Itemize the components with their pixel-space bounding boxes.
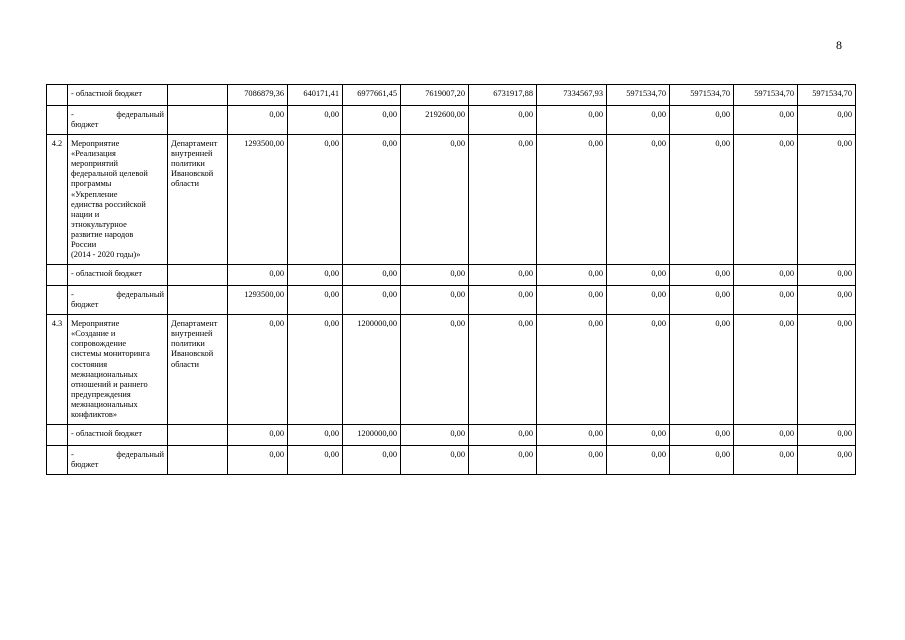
budget-value: 1293500,00 bbox=[228, 286, 288, 315]
budget-value: 0,00 bbox=[401, 286, 469, 315]
budget-value: 0,00 bbox=[670, 425, 734, 446]
row-department bbox=[168, 286, 228, 315]
budget-value: 0,00 bbox=[670, 315, 734, 425]
budget-value: 0,00 bbox=[401, 265, 469, 286]
description-line: системы мониторинга bbox=[71, 349, 150, 359]
budget-value: 1200000,00 bbox=[343, 315, 401, 425]
budget-value: 0,00 bbox=[734, 425, 798, 446]
description-line: России bbox=[71, 239, 97, 249]
budget-value: 0,00 bbox=[537, 135, 607, 265]
budget-value: 0,00 bbox=[401, 135, 469, 265]
budget-value: 0,00 bbox=[288, 265, 343, 286]
department-line: области bbox=[171, 179, 199, 189]
budget-value: 5971534,70 bbox=[798, 85, 856, 106]
row-number bbox=[47, 85, 68, 106]
description-line: программы bbox=[71, 179, 112, 189]
budget-value: 0,00 bbox=[607, 286, 670, 315]
table-row bbox=[47, 446, 856, 475]
budget-value: 0,00 bbox=[607, 135, 670, 265]
row-number: 4.3 bbox=[47, 315, 68, 425]
table-row bbox=[47, 106, 856, 135]
department-line: Ивановской bbox=[171, 349, 214, 359]
budget-value: 0,00 bbox=[401, 446, 469, 475]
budget-value: 0,00 bbox=[734, 446, 798, 475]
department-line: Департамент bbox=[171, 319, 218, 329]
budget-value: 1293500,00 bbox=[228, 135, 288, 265]
description-line: единства российской bbox=[71, 199, 146, 209]
budget-value: 0,00 bbox=[343, 446, 401, 475]
budget-value: 0,00 bbox=[469, 315, 537, 425]
row-number: 4.2 bbox=[47, 135, 68, 265]
row-description bbox=[68, 265, 168, 286]
description-part: - bbox=[71, 450, 74, 460]
department-line: внутренней bbox=[171, 149, 213, 159]
department-line: Департамент bbox=[171, 139, 218, 149]
budget-value: 0,00 bbox=[537, 446, 607, 475]
budget-value: 0,00 bbox=[288, 135, 343, 265]
description-line: развитие народов bbox=[71, 229, 134, 239]
budget-value: 0,00 bbox=[469, 106, 537, 135]
description-part: федеральный bbox=[116, 450, 164, 460]
row-number bbox=[47, 286, 68, 315]
description-line: предупреждения bbox=[71, 389, 131, 399]
budget-value: 0,00 bbox=[670, 265, 734, 286]
description-line: межнациональных bbox=[71, 399, 138, 409]
budget-value: 1200000,00 bbox=[343, 425, 401, 446]
table-row bbox=[47, 85, 856, 106]
description-line: «Реализация bbox=[71, 149, 116, 159]
budget-value: 0,00 bbox=[469, 286, 537, 315]
description-line: Мероприятие bbox=[71, 319, 120, 329]
budget-value: 0,00 bbox=[343, 135, 401, 265]
description-line: межнациональных bbox=[71, 369, 138, 379]
budget-value: 0,00 bbox=[537, 106, 607, 135]
row-description bbox=[68, 106, 168, 135]
budget-value: 0,00 bbox=[734, 315, 798, 425]
budget-value: 0,00 bbox=[469, 446, 537, 475]
budget-value: 0,00 bbox=[343, 286, 401, 315]
budget-value: 0,00 bbox=[670, 106, 734, 135]
budget-value: 7086879,36 bbox=[228, 85, 288, 106]
budget-value: 0,00 bbox=[670, 286, 734, 315]
department-line: внутренней bbox=[171, 329, 213, 339]
budget-value: 0,00 bbox=[537, 265, 607, 286]
budget-value: 5971534,70 bbox=[670, 85, 734, 106]
department-line: политики bbox=[171, 159, 205, 169]
budget-value: 0,00 bbox=[734, 106, 798, 135]
description-part: бюджет bbox=[71, 120, 99, 130]
row-department bbox=[168, 446, 228, 475]
description-part: - bbox=[71, 110, 74, 119]
description-line: сопровождение bbox=[71, 339, 127, 349]
table-row bbox=[47, 315, 856, 425]
description-part: федеральный bbox=[116, 110, 164, 119]
budget-value: 5971534,70 bbox=[607, 85, 670, 106]
budget-value: 0,00 bbox=[607, 315, 670, 425]
budget-value: 0,00 bbox=[798, 135, 856, 265]
description-line: Мероприятие bbox=[71, 139, 120, 149]
budget-table bbox=[46, 84, 856, 475]
budget-value: 6731917,88 bbox=[469, 85, 537, 106]
budget-value: 6977661,45 bbox=[343, 85, 401, 106]
description-line: нации и bbox=[71, 209, 100, 219]
budget-value: 0,00 bbox=[798, 446, 856, 475]
description-line: - областной бюджет bbox=[71, 269, 143, 279]
budget-value: 7334567,93 bbox=[537, 85, 607, 106]
budget-value: 0,00 bbox=[734, 265, 798, 286]
budget-value: 0,00 bbox=[798, 106, 856, 135]
budget-value: 0,00 bbox=[228, 425, 288, 446]
budget-value: 0,00 bbox=[288, 106, 343, 135]
description-line: отношений и раннего bbox=[71, 379, 148, 389]
budget-value: 0,00 bbox=[798, 425, 856, 446]
budget-value: 0,00 bbox=[734, 135, 798, 265]
budget-value: 0,00 bbox=[401, 425, 469, 446]
budget-value: 0,00 bbox=[343, 265, 401, 286]
budget-value: 0,00 bbox=[734, 286, 798, 315]
budget-value: 0,00 bbox=[670, 135, 734, 265]
description-part: федеральный bbox=[116, 290, 164, 300]
description-line: «Создание и bbox=[71, 329, 116, 339]
description-line: - областной бюджет bbox=[71, 89, 143, 98]
budget-value: 0,00 bbox=[288, 446, 343, 475]
description-line: состояния bbox=[71, 359, 108, 369]
budget-value: 0,00 bbox=[469, 265, 537, 286]
budget-value: 0,00 bbox=[343, 106, 401, 135]
budget-value: 0,00 bbox=[401, 315, 469, 425]
row-description bbox=[68, 315, 168, 425]
budget-value: 0,00 bbox=[288, 315, 343, 425]
budget-value: 0,00 bbox=[537, 315, 607, 425]
row-description bbox=[68, 85, 168, 106]
row-department bbox=[168, 315, 228, 425]
row-number bbox=[47, 265, 68, 286]
row-department bbox=[168, 265, 228, 286]
description-part: - bbox=[71, 290, 74, 300]
budget-value: 0,00 bbox=[798, 265, 856, 286]
budget-value: 0,00 bbox=[537, 286, 607, 315]
budget-value: 0,00 bbox=[469, 135, 537, 265]
budget-value: 5971534,70 bbox=[734, 85, 798, 106]
description-line: - областной бюджет bbox=[71, 429, 143, 439]
budget-value: 0,00 bbox=[228, 446, 288, 475]
department-line: Ивановской bbox=[171, 169, 214, 179]
description-line: конфликтов» bbox=[71, 409, 118, 419]
budget-value: 0,00 bbox=[288, 286, 343, 315]
table-body bbox=[47, 85, 856, 475]
table-row bbox=[47, 135, 856, 265]
budget-value: 0,00 bbox=[469, 425, 537, 446]
budget-value: 640171,41 bbox=[288, 85, 343, 106]
row-description bbox=[68, 446, 168, 475]
description-line: федеральной целевой bbox=[71, 169, 148, 179]
budget-value: 0,00 bbox=[228, 315, 288, 425]
department-line: области bbox=[171, 359, 199, 369]
table-row bbox=[47, 425, 856, 446]
row-department bbox=[168, 106, 228, 135]
description-line: мероприятий bbox=[71, 159, 119, 169]
budget-value: 0,00 bbox=[607, 425, 670, 446]
description-line: «Укрепление bbox=[71, 189, 118, 199]
budget-value: 0,00 bbox=[798, 286, 856, 315]
budget-value: 0,00 bbox=[670, 446, 734, 475]
row-description bbox=[68, 425, 168, 446]
budget-value: 0,00 bbox=[607, 106, 670, 135]
table-row bbox=[47, 265, 856, 286]
table-row bbox=[47, 286, 856, 315]
row-department bbox=[168, 425, 228, 446]
row-department bbox=[168, 135, 228, 265]
department-line: политики bbox=[171, 339, 205, 349]
description-part: бюджет bbox=[71, 460, 99, 470]
budget-value: 0,00 bbox=[537, 425, 607, 446]
description-line: (2014 - 2020 годы)» bbox=[71, 250, 141, 260]
row-description bbox=[68, 135, 168, 265]
budget-value: 0,00 bbox=[607, 446, 670, 475]
row-number bbox=[47, 446, 68, 475]
budget-value: 0,00 bbox=[798, 315, 856, 425]
description-line: этнокультурное bbox=[71, 219, 127, 229]
description-part: бюджет bbox=[71, 300, 99, 310]
budget-value: 0,00 bbox=[228, 106, 288, 135]
budget-value: 7619007,20 bbox=[401, 85, 469, 106]
budget-value: 0,00 bbox=[607, 265, 670, 286]
budget-value: 2192600,00 bbox=[401, 106, 469, 135]
row-number bbox=[47, 425, 68, 446]
budget-value: 0,00 bbox=[288, 425, 343, 446]
row-number bbox=[47, 106, 68, 135]
row-department bbox=[168, 85, 228, 106]
row-description bbox=[68, 286, 168, 315]
page-number: 8 bbox=[836, 38, 842, 52]
budget-value: 0,00 bbox=[228, 265, 288, 286]
